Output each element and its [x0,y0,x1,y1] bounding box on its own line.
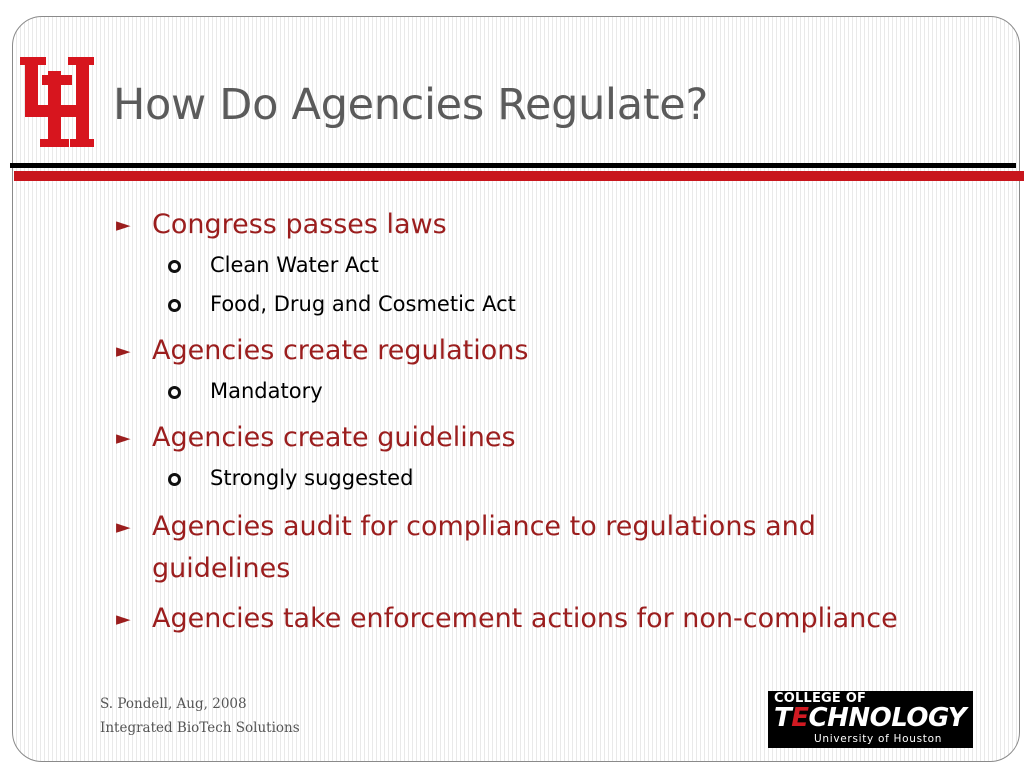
sub-bullet-text: Mandatory [210,379,323,403]
college-of-technology-logo [768,691,973,748]
sub-bullet-text: Food, Drug and Cosmetic Act [210,292,516,316]
sub-bullet-item [116,459,916,498]
ring-bullet-icon [168,260,181,273]
bullet-item [116,506,916,590]
footer-author-date: S. Pondell, Aug, 2008 [100,696,247,712]
bullet-item [116,598,916,640]
bullet-text: Agencies create guidelines [152,422,516,453]
triangle-bullet-icon: ► [116,214,131,236]
ring-bullet-icon [168,386,181,399]
triangle-bullet-icon: ► [116,516,131,538]
triangle-bullet-icon: ► [116,608,131,630]
sub-bullet-item [116,285,916,324]
bullet-item [116,417,916,459]
triangle-bullet-icon: ► [116,340,131,362]
bullet-text: Agencies audit for compliance to regulations and guidelines [152,511,816,584]
bullet-item [116,204,916,246]
ring-bullet-icon [168,473,181,486]
title-rule-black [10,163,1016,168]
sub-bullet-text: Clean Water Act [210,253,379,277]
footer-company: Integrated BioTech Solutions [100,720,300,736]
logo-line-technology: TECHNOLOGY [774,703,967,733]
slide-title: How Do Agencies Regulate? [113,80,708,130]
bullet-text: Agencies take enforcement actions for non-compliance [152,603,898,634]
bullet-text: Congress passes laws [152,209,447,240]
bullet-item [116,330,916,372]
logo-line-college-of: COLLEGE OF [774,691,867,706]
sub-bullet-text: Strongly suggested [210,466,414,490]
sub-bullet-item [116,372,916,411]
slide-footer [100,692,300,740]
title-rule-red [14,171,1024,181]
uh-logo [20,57,94,147]
triangle-bullet-icon: ► [116,427,131,449]
sub-bullet-item [116,246,916,285]
bullet-text: Agencies create regulations [152,335,529,366]
bullet-list [116,204,916,640]
ring-bullet-icon [168,299,181,312]
logo-line-university: University of Houston [814,733,943,745]
